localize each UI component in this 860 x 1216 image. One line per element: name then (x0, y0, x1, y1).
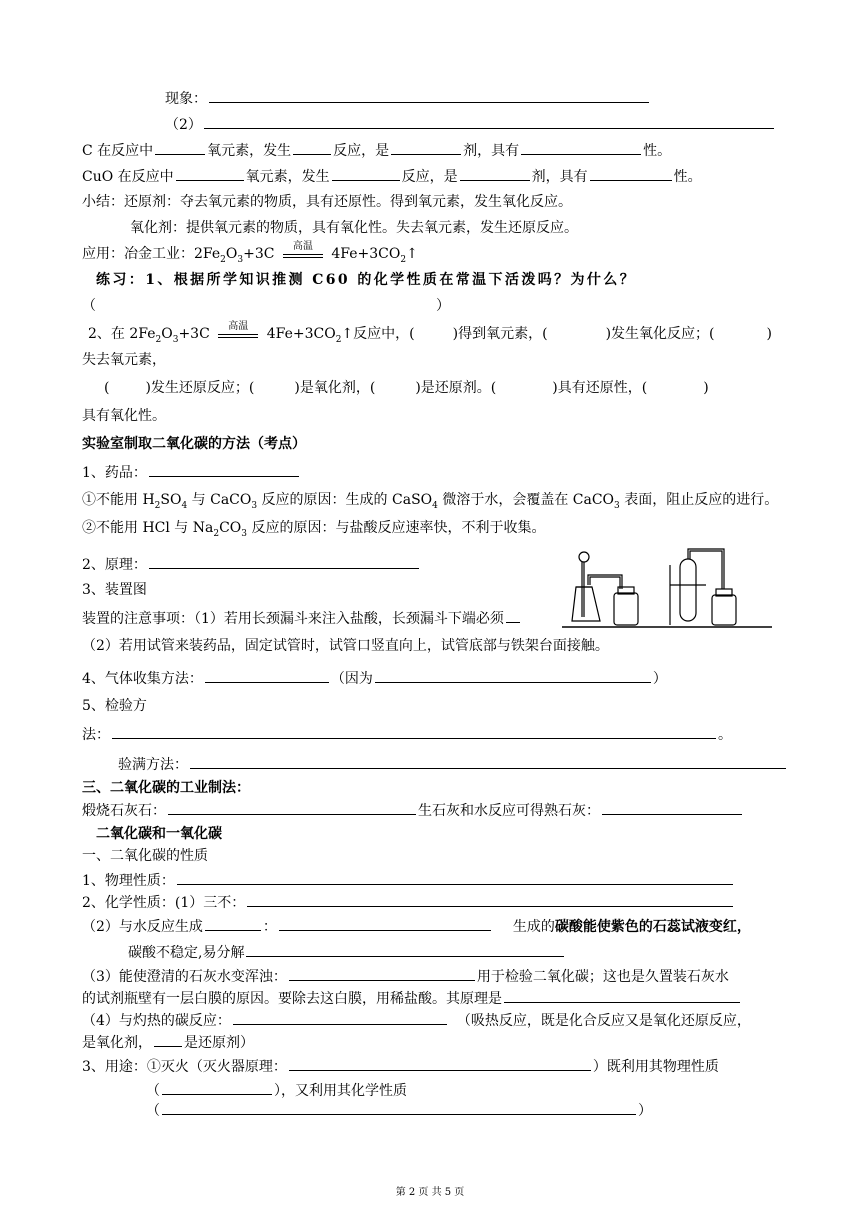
blank[interactable] (602, 800, 742, 815)
equilibrium-sign: 高温 (218, 330, 258, 338)
blank[interactable] (149, 554, 419, 569)
blank[interactable] (289, 966, 475, 981)
principle-line: 2、原理： (82, 554, 421, 575)
blank[interactable] (391, 140, 461, 155)
blank[interactable] (154, 1032, 182, 1047)
blank[interactable] (293, 140, 331, 155)
exercise-2-line4: 具有氧化性。 (82, 408, 166, 424)
limewater-line: （3）能使澄清的石灰水变浑浊： 用于检验二氧化碳；这也是久置装石灰水 (82, 966, 729, 987)
exercise-2: 2、在 $2Fe_2O_3+3C$ 高温 $4Fe+3CO_2↑$反应中，( )得到氧元素，( )发生氧化反应；( ) (88, 321, 772, 345)
hot-carbon-line: （4）与灼热的碳反应： （吸热反应，既是化合反应又是氧化还原反应， (82, 1010, 751, 1031)
blank[interactable] (205, 668, 329, 683)
blank[interactable] (375, 668, 651, 683)
limestone-line: 煅烧石灰石： 生石灰和水反应可得熟石灰： (82, 800, 744, 821)
reagents-line: 1、药品： (82, 462, 301, 483)
blank[interactable] (177, 870, 733, 885)
phenomenon-line-1: 现象： (165, 88, 651, 109)
chemical-properties-line: 2、化学性质：(1）三不： (82, 892, 735, 913)
apparatus-note-1: 装置的注意事项：（1）若用长颈漏斗来注入盐酸，长颈漏斗下端必须 (82, 608, 522, 629)
uses-line-2: （ ），又利用其化学性质 (146, 1080, 407, 1101)
water-reaction-line: （2）与水反应生成 ： 生成的碳酸能使紫色的石蕊试液变红， (82, 916, 751, 937)
apparatus-heading: 3、装置图 (82, 582, 147, 598)
uses-line: 3、用途：①灭火（灭火器原理： ）既利用其物理性质 (82, 1056, 719, 1077)
blank[interactable] (506, 608, 520, 623)
physical-properties-line: 1、物理性质： (82, 870, 735, 891)
blank[interactable] (162, 1100, 636, 1115)
blank[interactable] (190, 754, 786, 769)
blank[interactable] (155, 140, 205, 155)
blank[interactable] (332, 166, 400, 181)
carbonic-acid-line: 碳酸不稳定,易分解 (128, 942, 566, 963)
exercise-1-answer: （ ） (82, 298, 450, 314)
summary-reducer: 小结：还原剂：夺去氧元素的物质，具有还原性。得到氧元素，发生氧化反应。 (82, 194, 572, 210)
h2so4-note: ①不能用 $H_2SO_4$ 与 CaCO$_3$ 反应的原因：生成的 CaSO$_4$ 微溶于水，会覆盖在 CaCO$_3$ 表面，阻止反应的进行。 (82, 492, 779, 511)
test-method-line: 法： 。 (82, 724, 732, 745)
blank[interactable] (209, 88, 649, 103)
equilibrium-sign: 高温 (283, 250, 323, 258)
na2co3-note: ②不能用 HCl 与 $Na_2CO_3$ 反应的原因：与盐酸反应速率快，不利于收集。 (82, 520, 546, 539)
blank[interactable] (168, 800, 416, 815)
blank[interactable] (233, 1010, 447, 1025)
section-co2-co: 二氧化碳和一氧化碳 (96, 826, 222, 842)
blank[interactable] (289, 1056, 591, 1071)
blank[interactable] (504, 988, 740, 1003)
apparatus-illustration (562, 545, 778, 633)
blank[interactable] (176, 166, 244, 181)
exercise-2-cont: 失去氧元素， (82, 352, 166, 368)
section-lab-co2: 实验室制取二氧化碳的方法（考点） (82, 436, 306, 452)
blank[interactable] (247, 892, 733, 907)
summary-oxidizer: 氧化剂：提供氧元素的物质，具有氧化性。失去氧元素，发生还原反应。 (130, 220, 578, 236)
cuo-reaction-line: CuO 在反应中 氧元素，发生 反应，是 剂，具有 性。 (82, 166, 702, 187)
blank[interactable] (460, 166, 530, 181)
blank[interactable] (112, 724, 716, 739)
uses-line-3: （ ） (146, 1100, 652, 1121)
blank[interactable] (149, 462, 299, 477)
exercise-1: 练习：1、根据所学知识推测 C60 的化学性质在常温下活泼吗？为什么？ (96, 272, 637, 288)
phenomenon-line-2: （2） (165, 114, 776, 135)
application-line: 应用：冶金工业：$2Fe_2O_3+3C$ 高温 $4Fe+3CO_2↑$ (82, 241, 418, 265)
page-footer: 第 2 页 共 5 页 (395, 1187, 465, 1198)
blank[interactable] (246, 942, 564, 957)
limewater-line-2: 的试剂瓶壁有一层白膜的原因。要除去这白膜，用稀盐酸。其原理是 (82, 988, 742, 1009)
blank[interactable] (205, 916, 261, 931)
test-method-heading: 5、检验方 (82, 698, 147, 714)
apparatus-note-2: （2）若用试管来装药品，固定试管时，试管口竖直向上，试管底部与铁架台面接触。 (82, 638, 609, 654)
collection-line: 4、气体收集方法： （因为 ） (82, 668, 667, 689)
blank[interactable] (204, 114, 774, 129)
blank[interactable] (162, 1080, 272, 1095)
section-industrial: 三、二氧化碳的工业制法： (82, 780, 250, 796)
blank[interactable] (590, 166, 672, 181)
hot-carbon-line-2: 是氧化剂， 是还原剂） (82, 1032, 254, 1053)
c-reaction-line: C 在反应中 氧元素，发生 反应，是 剂，具有 性。 (82, 140, 671, 161)
exercise-2-line3: ( )发生还原反应；( )是氧化剂，( )是还原剂。( )具有还原性，( ) (104, 380, 709, 396)
blank[interactable] (521, 140, 641, 155)
full-check-line: 验满方法： (118, 754, 788, 775)
blank[interactable] (279, 916, 491, 931)
co2-properties-heading: 一、二氧化碳的性质 (82, 848, 208, 864)
